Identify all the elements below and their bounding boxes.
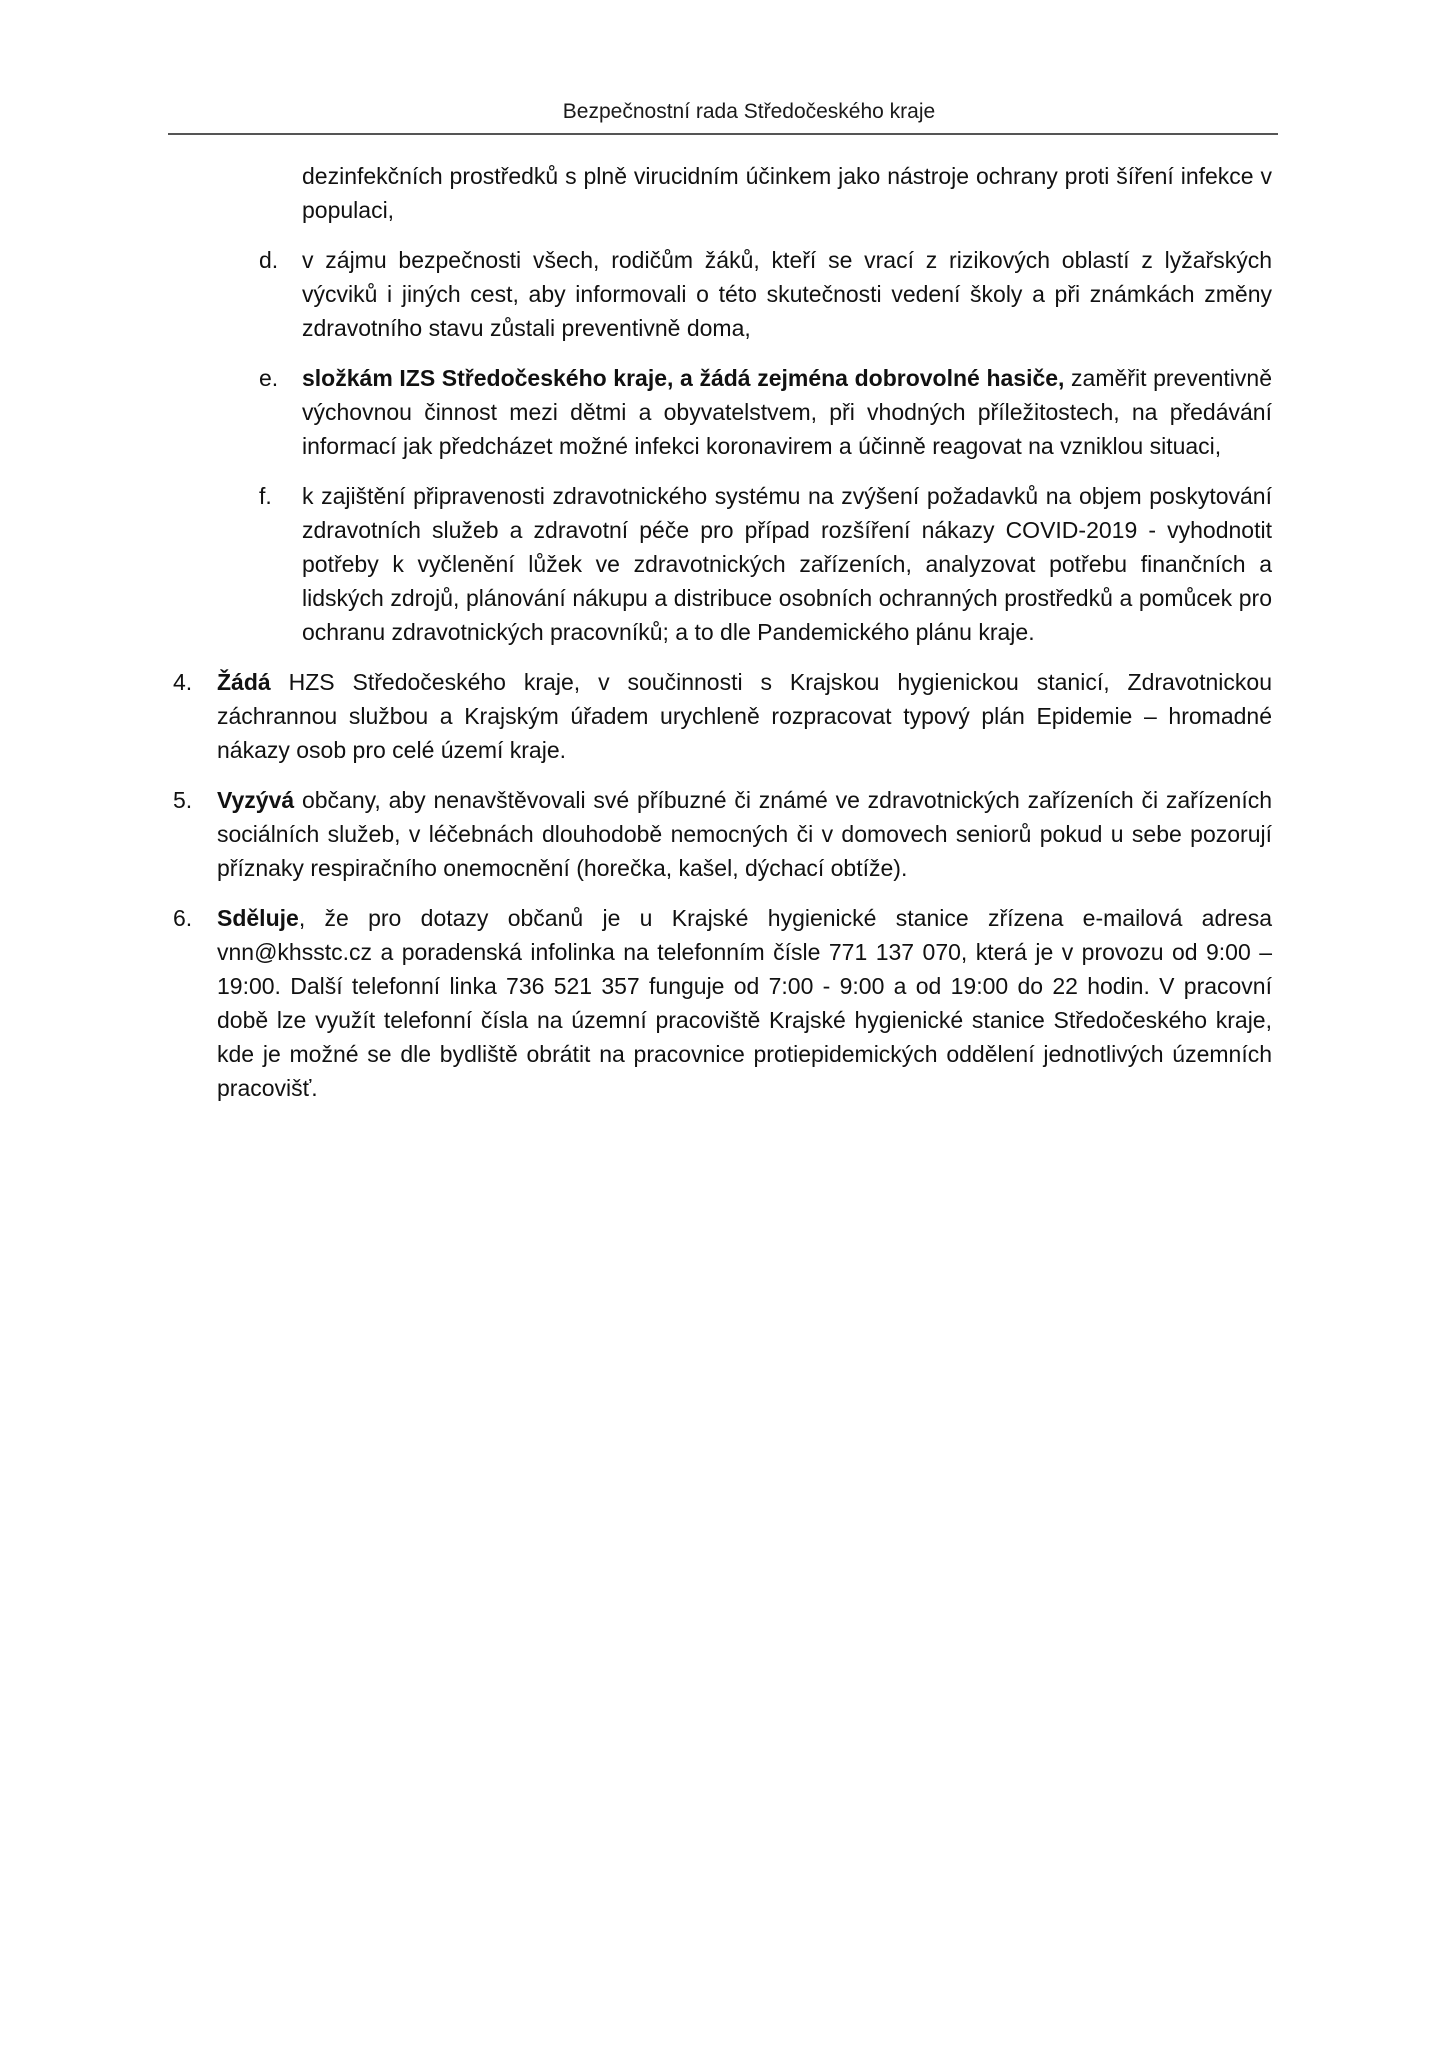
list-item-bold-lead: Žádá: [217, 669, 271, 695]
list-item-text: k zajištění připravenosti zdravotnického systému na zvýšení požadavků na objem poskytování zdravotních služeb a zdravotní péče pro případ rozšíření nákazy COVID-2019 - vyhodnotit potřeby k vyčlenění lůžek ve zdravotnických zařízeních, analyzovat potřebu finančních a lidských zdrojů, plánování nákupu a distribuce osobních ochranných prostředků a pomůcek pro ochranu zdravotnických pracovníků; a to dle Pandemického plánu kraje.: [302, 483, 1272, 645]
list-item-text: HZS Středočeského kraje, v součinnosti s Krajskou hygienickou stanicí, Zdravotnickou záchrannou službou a Krajským úřadem urychleně rozpracovat typový plán Epidemie – hromadné nákazy osob pro celé území kraje.: [217, 669, 1272, 763]
list-marker: 4.: [173, 669, 193, 695]
list-item-text: , že pro dotazy občanů je u Krajské hygienické stanice zřízena e-mailová adresa vnn@khsstc.cz a poradenská infolinka na telefonním čísle 771 137 070, která je v provozu od 9:00 – 19:00. Další telefonní linka 736 521 357 funguje od 7:00 - 9:00 a od 19:00 do 22 hodin. V pracovní době lze využít telefonní čísla na územní pracoviště Krajské hygienické stanice Středočeského kraje, kde je možné se dle bydliště obrátit na pracovnice protiepidemických oddělení jednotlivých územních pracovišť.: [217, 905, 1272, 1101]
list-marker: f.: [259, 483, 272, 509]
list-item-bold-lead: Sděluje: [217, 905, 299, 931]
list-item-bold-lead: složkám IZS Středočeského kraje, a žádá zejména dobrovolné hasiče,: [302, 365, 1065, 391]
list-item-bold-lead: Vyzývá: [217, 787, 295, 813]
list-item-e: [259, 361, 1272, 463]
list-item-text: v zájmu bezpečnosti všech, rodičům žáků, kteří se vrací z rizikových oblastí z lyžařských výcviků i jiných cest, aby informovali o této skutečnosti vedení školy a při známkách změny zdravotního stavu zůstali preventivně doma,: [302, 247, 1272, 341]
page-header: Bezpečnostní rada Středočeského kraje: [562, 100, 936, 123]
list-item-f: [259, 479, 1272, 649]
continued-paragraph: dezinfekčních prostředků s plně virucidním účinkem jako nástroje ochrany proti šíření infekce v populaci,: [302, 163, 1272, 223]
list-item-text: občany, aby nenavštěvovali své příbuzné či známé ve zdravotnických zařízeních či zařízeních sociálních služeb, v léčebnách dlouhodobě nemocných či v domovech seniorů pokud u sebe pozorují příznaky respiračního onemocnění (horečka, kašel, dýchací obtíže).: [217, 787, 1272, 881]
list-marker: d.: [259, 247, 279, 273]
numbered-item-4: [173, 665, 1272, 767]
numbered-item-6: [173, 901, 1272, 1105]
list-marker: 5.: [173, 787, 193, 813]
list-marker: 6.: [173, 905, 193, 931]
list-item-text: zaměřit preventivně výchovnou činnost mezi dětmi a obyvatelstvem, při vhodných příležitostech, na předávání informací jak předcházet možné infekci koronavirem a účinně reagovat na vzniklou situaci,: [302, 365, 1272, 459]
list-marker: e.: [259, 365, 279, 391]
numbered-item-5: [173, 783, 1272, 885]
header-divider: [168, 133, 1278, 135]
list-item-d: [259, 243, 1272, 345]
document-body: [0, 136, 1448, 1121]
